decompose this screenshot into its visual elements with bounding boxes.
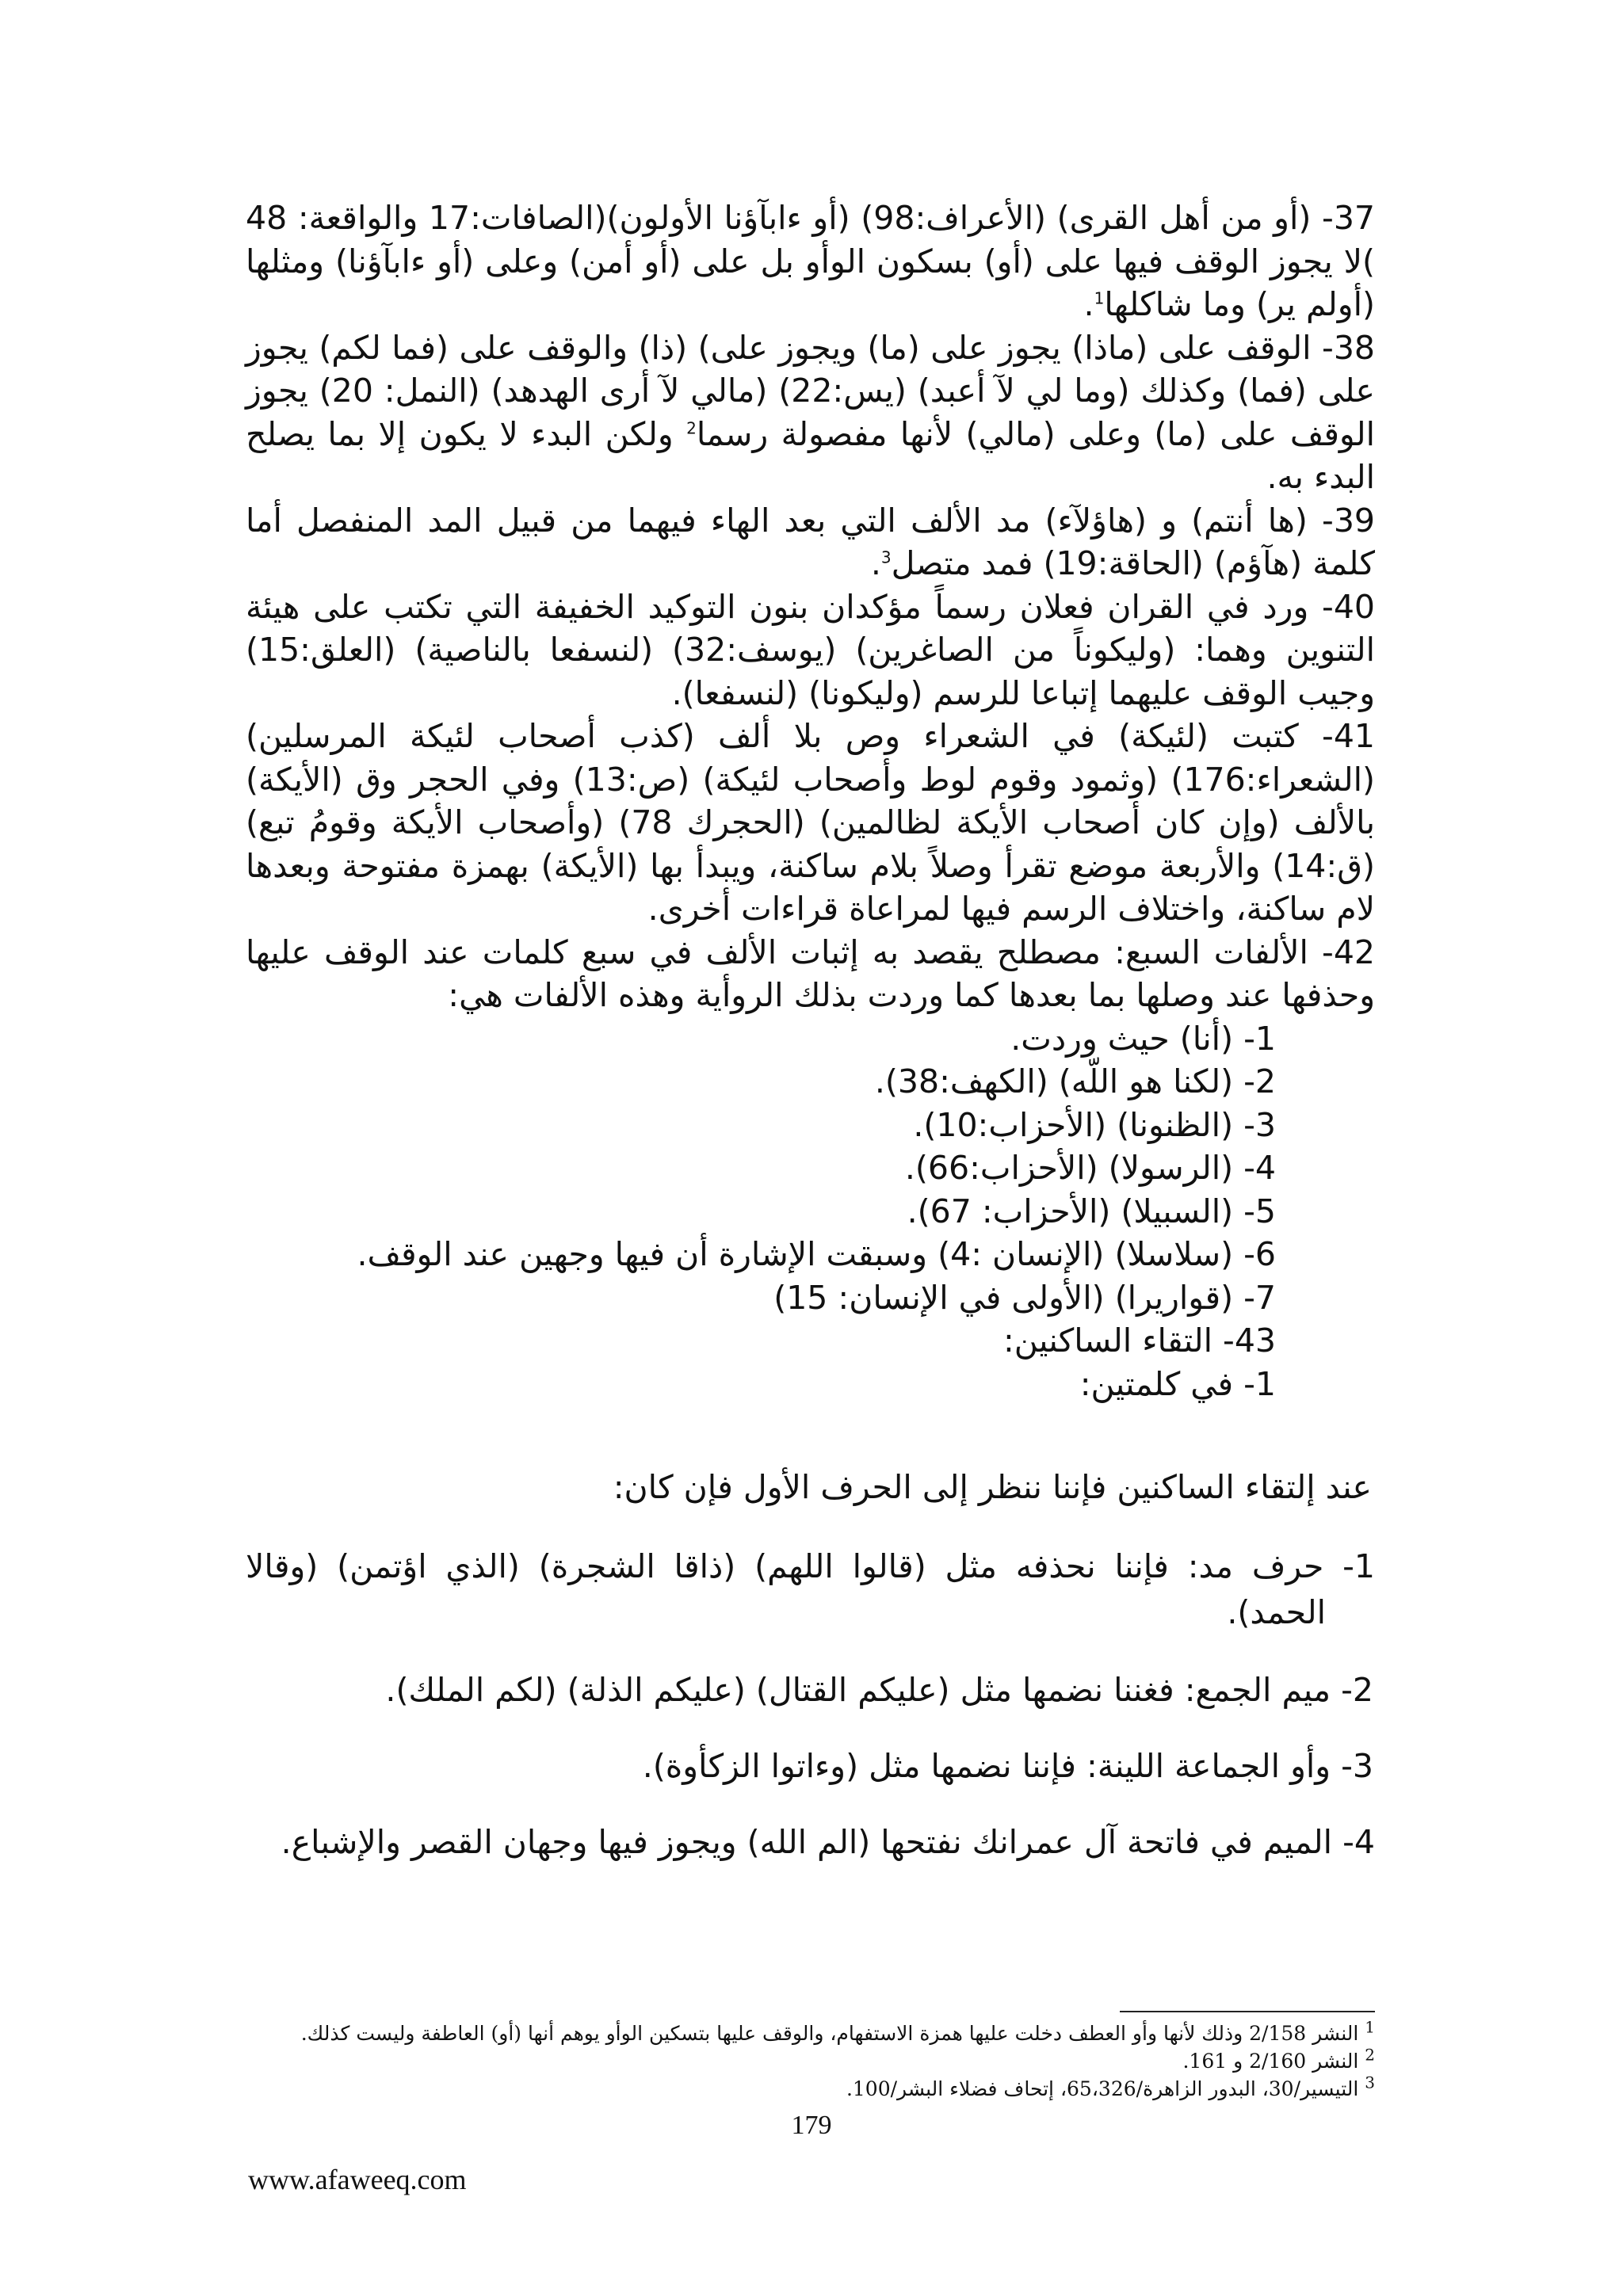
footnote-3: [246, 2075, 1375, 2103]
paragraph-38-end: ولكن البدء لا يكون إلا بما يصلح البدء به.: [246, 414, 1375, 496]
paragraph-38-text: 38- الوقف على (ماذا) يجوز على (ما) ويجوز على) (ذا) والوقف على (فما لكم) يجوز على (فما) وكذلك (وما لي لآ أعبد) (يس:22) (مالي لآ أرى الهدهد) (النمل: 20) يجوز الوقف على (ما) وعلى (مالي) لأنها مفصولة رسما: [246, 328, 1375, 453]
rule-item-4: 4- الميم في فاتحة آل عمرانك نفتحها (الم الله) ويجوز فيها وجهان القصر والإشباع.: [281, 1823, 1375, 1861]
main-text: [246, 196, 1375, 1405]
paragraph-37: [246, 196, 1375, 326]
footnote-1-number: 1: [1365, 2017, 1375, 2037]
alif-item-3: 3- (الظنونا) (الأحزاب:10).: [913, 1105, 1276, 1144]
paragraph-40: 40- ورد في القران فعلان رسماً مؤكدان بنون التوكيد الخفيفة التي تكتب على هيئة التنوين وهما: (وليكوناً من الصاغرين) (يوسف:32) (لنسفعا بالناصية) (العلق:15) وجيب الوقف عليهما إتباعا للرسم (وليكونا) (لنسفعا).: [246, 587, 1376, 712]
footnote-2-text: النشر 2/160 و 161.: [1182, 2050, 1365, 2073]
footnote-1: [246, 2019, 1375, 2047]
footnote-ref-1: 1: [1094, 288, 1105, 308]
paragraph-38: [246, 326, 1375, 499]
paragraph-39-text: 39- (ها أنتم) و (هاؤلآء) مد الألف التي بعد الهاء فيهما من قبيل المد المنفصل أما كلمة (هآؤم) (الحاقة:19) فمد متصل: [246, 501, 1375, 582]
alif-item-6: 6- (سلاسلا) (الإنسان :4) وسبقت الإشارة أن فيها وجهين عند الوقف.: [357, 1235, 1276, 1273]
alif-item-7: 7- (قواريرا) (الأولى في الإنسان: 15): [773, 1278, 1276, 1317]
alif-item-2: 2- (لكنا هو اللّه) (الكهف:38).: [874, 1062, 1276, 1100]
alif-item-5: 5- (السبيلا) (الأحزاب: 67).: [907, 1192, 1276, 1230]
paragraph-43: 43- التقاء الساكنين:: [1002, 1322, 1276, 1360]
paragraph-37-end: .: [1083, 285, 1094, 323]
paragraph-37-text: 37- (أو من أهل القرى) (الأعراف:98) (أو ءابآؤنا الأولون)(الصافات:17 والواقعة: 48 )لا يجوز الوقف فيها على (أو) بسكون الوأو بل على (أو أمن) وعلى (أو ءابآؤنا) ومثلها (أولم ير) وما شاكلها: [246, 199, 1375, 323]
paragraph-42: 42- الألفات السبع: مصطلح يقصد به إثبات الألف في سبع كلمات عند الوقف عليها وحذفها عند وصلها بما بعدها كما وردت بذلك الروأية وهذه الألفات هي:: [246, 933, 1375, 1014]
intro-line: عند إلتقاء الساكنين فإننا ننظر إلى الحرف الأول فإن كان:: [613, 1468, 1372, 1506]
alif-item-1: 1- (أنا) حيث وردت.: [1010, 1019, 1276, 1058]
lower-section: [246, 1464, 1375, 1865]
rule-item-1: 1- حرف مد: فإننا نحذفه مثل (قالوا اللهم) (ذاقا الشجرة) (الذي اؤتمن) (وقالا الحمد).: [246, 1547, 1375, 1631]
site-url: www.afaweeq.com: [248, 2164, 467, 2195]
footnotes: [246, 2019, 1375, 2103]
paragraph-39: [246, 499, 1375, 585]
rule-item-2: 2- ميم الجمع: فغننا نضمها مثل (عليكم القتال) (عليكم الذلة) (لكم الملك).: [385, 1671, 1373, 1709]
rule-item-3: 3- وأو الجماعة اللينة: فإننا نضمها مثل (وءاتوا الزكأوة).: [642, 1747, 1373, 1785]
footnote-1-text: النشر 2/158 وذلك لأنها وأو العطف دخلت عليها همزة الاستفهام، والوقف عليها بتسكين الوأو يوهم أنها (أو) العاطفة وليست كذلك.: [300, 2022, 1365, 2045]
footnote-ref-2: 2: [686, 418, 697, 437]
footnote-3-number: 3: [1365, 2073, 1375, 2092]
page-number: 179: [791, 2111, 832, 2140]
alif-item-4: 4- (الرسولا) (الأحزاب:66).: [904, 1149, 1276, 1187]
footnote-separator: [1120, 2011, 1375, 2012]
footnote-2-number: 2: [1365, 2045, 1375, 2065]
footnote-ref-3: 3: [880, 547, 892, 567]
sub-heading-1: 1- في كلمتين:: [1079, 1364, 1276, 1403]
footnote-2: [246, 2047, 1375, 2075]
footnote-3-text: التيسير/30، البدور الزاهرة/65،326، إتحاف فضلاء البشر/100.: [846, 2077, 1365, 2100]
paragraph-39-end: .: [870, 544, 881, 582]
paragraph-41: 41- كتبت (لئيكة) في الشعراء وص بلا ألف (كذب أصحاب لئيكة المرسلين) (الشعراء:176) (وثمود وقوم لوط وأصحاب لئيكة) (ص:13) وفي الحجر وق (الأيكة) بالألف (وإن كان أصحاب الأيكة لظالمين) (الحجرك 78) (وأصحاب الأيكة وقومُ تبع) (ق:14) والأربعة موضع تقرأ وصلاً بلام ساكنة، ويبدأ بها (الأيكة) بهمزة مفتوحة وبعدها لام ساكنة، واختلاف الرسم فيها لمراعاة قراءات أخرى.: [246, 717, 1376, 928]
